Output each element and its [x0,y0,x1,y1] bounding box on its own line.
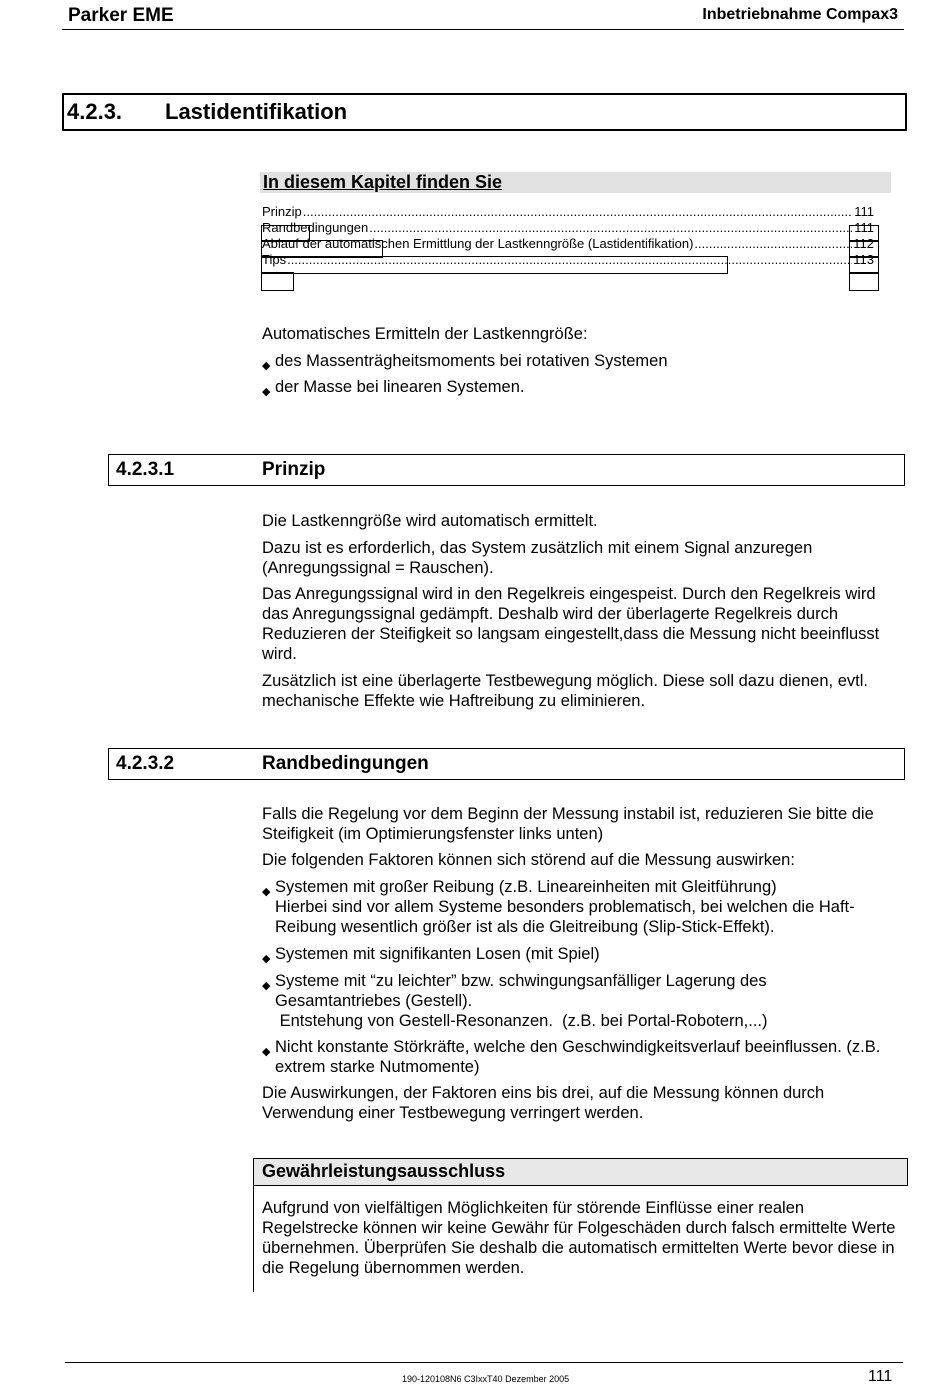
toc-heading: In diesem Kapitel finden Sie [263,172,503,192]
paragraph: Die Lastkenngröße wird automatisch ermittelt. [262,512,598,530]
page-number: 111 [868,1368,893,1385]
toc-heading-bar [260,172,891,193]
warranty-text: Aufgrund von vielfältigen Möglichkeiten für störende Einflüsse einer realen Regelstrecke können wir keine Gewähr für Folgeschäden durch falsch ermittelte Werte übernehmen. Überprüfen Sie deshalb die automatisch ermittelten Werte bevor diese in die Regelung übernommen werden. [262,1199,896,1277]
subsection-number: 4.2.3.1 [116,459,175,480]
warranty-side-rule [253,1186,254,1292]
toc-entry-prinzip[interactable] [262,204,874,220]
toc-entry-title[interactable]: Tips [262,252,287,267]
toc-entry-page[interactable]: 111 [854,204,874,219]
toc-entry-page[interactable]: 111 [854,220,874,235]
toc-entry-title[interactable]: Randbedingungen [262,220,369,235]
subsection-heading-box [108,748,905,780]
section-number: 4.2.3. [67,99,123,124]
toc-entry-title[interactable]: Prinzip [262,204,302,219]
header-document-title: Inbetriebnahme Compax3 [702,6,898,23]
paragraph: Das Anregungssignal wird in den Regelkreis eingespeist. Durch den Regelkreis wird das Anregungssignal gedämpft. Deshalb wird der überlagerte Regelkreis durch Reduzieren der Steifigkeit so langsam eingestellt,dass die Messung nicht beeinflusst wird. [262,585,880,663]
link-frame [261,256,728,274]
intro-text: Automatisches Ermitteln der Lastkenngröße: [262,325,588,343]
link-frame [849,272,879,291]
diamond-bullet-icon: ◆ [262,1046,271,1058]
diamond-bullet-icon: ◆ [262,360,271,372]
footer-divider [65,1362,903,1363]
footer-document-id: 190-120108N6 C3IxxT40 Dezember 2005 [402,1374,570,1384]
subsection-title: Randbedingungen [262,753,429,774]
paragraph: Dazu ist es erforderlich, das System zusätzlich mit einem Signal anzuregen (Anregungssignal = Rauschen). [262,539,813,577]
subsection-title: Prinzip [262,459,326,480]
paragraph: Falls die Regelung vor dem Beginn der Messung instabil ist, reduzieren Sie bitte die Steifigkeit (im Optimierungsfenster links unten) [262,805,874,843]
diamond-bullet-icon: ◆ [262,386,271,398]
diamond-bullet-icon: ◆ [262,953,271,965]
diamond-bullet-icon: ◆ [262,886,271,898]
toc-entry-title[interactable]: Ablauf der automatischen Ermittlung der Lastkenngröße (Lastidentifikation) [262,236,694,251]
toc-entry-page[interactable]: 112 [853,236,874,251]
link-frame [261,272,294,291]
diamond-bullet-icon: ◆ [262,980,271,992]
toc-entry-randbedingungen[interactable] [262,220,874,236]
header-divider [62,29,904,30]
subsection-number: 4.2.3.2 [116,753,175,774]
paragraph: Zusätzlich ist eine überlagerte Testbewegung möglich. Diese soll dazu dienen, evtl. mechanische Effekte wie Haftreibung zu eliminieren. [262,672,868,710]
warranty-title: Gewährleistungsausschluss [262,1161,506,1181]
section-title: Lastidentifikation [165,99,348,124]
paragraph: Die folgenden Faktoren können sich störend auf die Messung auswirken: [262,851,795,869]
header-company: Parker EME [68,5,174,26]
paragraph: Die Auswirkungen, der Faktoren eins bis drei, auf die Messung können durch Verwendung einer Testbewegung verringert werden. [262,1084,825,1122]
toc-entry-page[interactable]: 113 [853,252,874,267]
subsection-heading-box [108,454,905,486]
